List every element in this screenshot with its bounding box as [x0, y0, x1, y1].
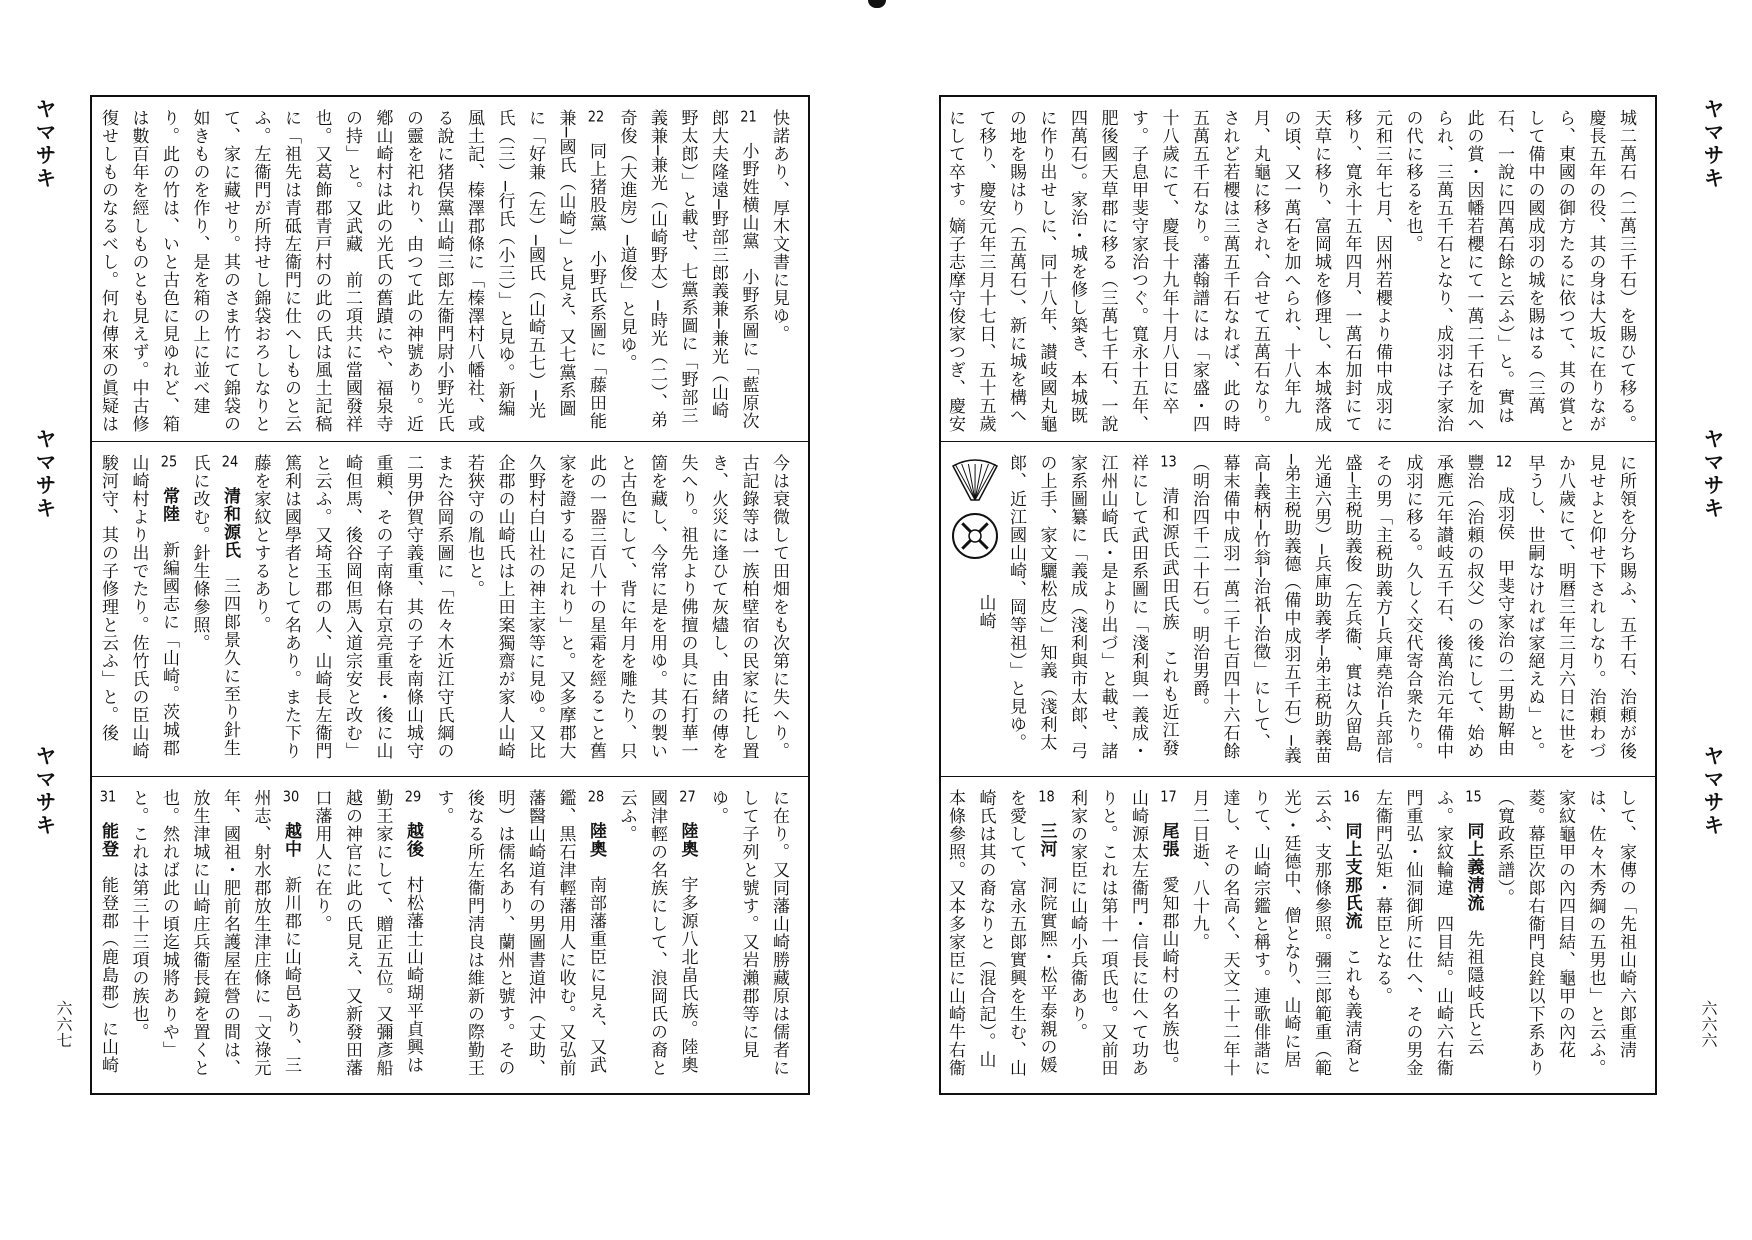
entry — [245, 454, 459, 768]
entry-heading: 同上支那氏流 — [1341, 822, 1362, 930]
vertical-text — [98, 454, 794, 768]
entry-heading: 越中 — [281, 822, 301, 858]
entry — [941, 109, 1397, 433]
entry-text: 能登郡（鹿島郡）に山崎 — [98, 876, 118, 1074]
entry — [611, 789, 703, 1085]
entry — [428, 789, 611, 1085]
entry-text: 清和源氏武田氏族 これも近江發祥にして武田系圖に「淺利與一義成・江州山崎氏・是より出づ」と載せ、諸家系圖纂に「義成（淺利與市太郞、弓の上手、家文驪松皮）」知義（淺利太郞、近江國山崎、岡等祖）」と見ゆ。 — [1006, 454, 1179, 760]
entry-heading: 能登 — [98, 822, 118, 858]
entry-text: 洞院實熈・松平泰親の媛を愛して、富永五郞實興を生む、山崎氏は其の裔なりと（混合記）。山本條參照。又本多家臣に山崎牛右衞 — [945, 789, 1057, 1077]
entry-text: 新編國志に「山崎。茨城郡山崎村より出でたり。佐竹氏の臣山崎駿河守、其の子修理と云ふ」と。後 — [98, 454, 179, 760]
entry-number: 22 — [587, 109, 605, 124]
entry-text: 元和三年七月、因州若櫻より備中成羽に移り、寬永十五年四月、一萬石加封にて天草に移り、富岡城を修理し、本城落成の頃、又一萬石を加へられ、十八年九月、丸龜に移され、合せて五萬石なり。されど若櫻は三萬五千石なれば、此の時五萬五千石なり。藩翰譜には「家盛・四十八歲にて、慶長十九年十月八日に卒す。子息甲斐守家治つぐ。寬永十五年、肥後國天草郡に移る（三萬七千石、一說四萬石）。家治・城を修し築き、本城既に作り出せしに、同十八年、讃岐國丸龜の地を賜はり（五萬石）、新に城を構へて移り、慶安元年三月十七日、五十五歲にして卒す。嫡子志摩守俊家つぎ、慶安 — [945, 109, 1392, 433]
running-head: ヤマサキ — [33, 428, 57, 520]
entry-text: 先祖隱岐氏と云ふ。家紋輪違 四目結。山崎六右衞門重弘・仙洞御所に仕へ、その男金左衞門弘矩・幕臣となる。 — [1372, 789, 1484, 1077]
entry — [92, 109, 611, 433]
entry-number: 29 — [404, 789, 422, 804]
fan-crest-icon — [949, 454, 1001, 574]
entry — [945, 454, 1184, 768]
page-number: 六六六 — [1699, 1000, 1718, 1048]
entry-number: 15 — [1465, 789, 1482, 804]
entry-text: して、家傳の「先祖山崎六郞重淸は、佐々木秀綱の五男也」と云ふ。家紋龜甲の內四目結、龜甲の內花菱。幕臣次郞右衞門良銓以下系あり（寬政系譜）。 — [1494, 789, 1636, 1077]
entry — [1519, 454, 1641, 768]
entry-text: 同上猪股黨 小野氏系圖に「藤田能兼─國氏（山崎）」と見え、又七黨系圖に「好兼（左）─國氏（山崎五七）─光氏（三）─行氏（小三）」と見ゆ。新編風土記、榛澤郡條に「榛澤村八幡社、或る說に猪俣黨山崎三郎左衞門尉小野光氏の靈を祀れり、由つて此の神號あり。近鄕山崎村は此の光氏の舊蹟にや、福泉寺の持」と。又武藏 前二項共に當國發祥也。又葛飾郡青戸村の此の氏は風土記稿に「祖先は青砥左衞門に仕へしものと云ふ。左衞門が所持せし錦袋おろしなりとて、家に藏せり。其のさま竹にて錦袋の如きものを作り、是を箱の上に並べ建り。此の竹は、いと古色に見ゆれど、箱は數百年を經しものとも見えず。中古修復せしものなるべし。何れ傳來の眞疑は — [98, 109, 606, 433]
entry-number: 17 — [1160, 789, 1177, 804]
entry — [1367, 789, 1489, 1085]
right-page — [876, 0, 1752, 1240]
entry-text: また谷岡系圖に「佐々木近江守氏綱の二男伊賀守義重、其の子を南條山城守重頼、その子南條右京亮重長・後に山崎但馬、後谷岡但馬入道宗安と改む」と云ふ。又埼玉郡の人、山崎長左衞門篤利は國學者として名あり。また下り藤を家紋とするあり。 — [250, 454, 454, 760]
vertical-text — [945, 789, 1641, 1085]
entry-text: 宇多源八北畠氏族。陸奧國津輕の名族にして、浪岡氏の裔と云ふ。 — [616, 789, 698, 1077]
entry-number: 24 — [221, 454, 239, 469]
entry — [611, 109, 764, 433]
entry — [92, 454, 184, 768]
entry-heading: 越後 — [403, 822, 423, 858]
entry-heading: 清和源氏 — [220, 487, 240, 559]
entry-text: 成羽侯 甲斐守家治の二男勘解由豐治（治頼の叔父）の後にして、始め承應元年讃岐五千石、後萬治元年備中成羽に移る。久しく交代寄合衆たり。その男「主税助義方─兵庫堯治─兵部信盛─主税助義俊（左兵衞、實は久留島光通六男）─兵庫助義孝─弟主税助義苗─弟主税助義德（備中成羽五千石）─義高─義柄─竹翁─治祇─治徵」にして、幕末備中成羽一萬二千七百四十六石餘（明治四千二十石）。明治男爵。 — [1189, 454, 1514, 765]
entry-number: 13 — [1160, 454, 1177, 469]
running-head: ヤマサキ — [1701, 428, 1725, 520]
entry-text: に在り。又同藩山崎勝藏原は儒者にして子列と號す。又岩瀨郡等に見ゆ。 — [708, 789, 789, 1077]
entry-text: 小野姓横山黨 小野系圖に「藍原次郎大夫隆遠─野部三郎義兼─兼光（山崎野太郎）」と載せ、七黨系圖に「野部三義兼─兼光（山崎野太）─時光（二）、弟奇俊（大進房）─道俊」と見ゆ。 — [616, 109, 759, 430]
entry — [1489, 789, 1642, 1085]
page-number: 六六七 — [54, 1000, 73, 1048]
text-band — [92, 777, 808, 1093]
entry — [123, 789, 306, 1085]
vertical-text — [955, 454, 1641, 768]
entry-text: 城二萬石（二萬三千石）を賜ひて移る。慶長五年の役、其の身は大坂に在りながら、東國の御方たるに依つて、其の賞として備中の國成羽の城を賜はる（三萬石、一說に四萬石餘と云ふ）」と。實は此の賞・因幡若櫻にて一萬二千石を加へられ、三萬五千石となり、成羽は子家治の代に移るを也。 — [1402, 109, 1636, 433]
entry-number: 30 — [282, 789, 300, 804]
text-band — [941, 777, 1655, 1093]
entry-heading: 尾張 — [1158, 822, 1179, 858]
vertical-text — [98, 109, 794, 433]
entry — [306, 789, 428, 1085]
text-band — [92, 97, 808, 442]
entry-heading: 陸奧 — [586, 822, 606, 858]
entry — [184, 454, 245, 768]
entry — [1184, 454, 1520, 768]
text-frame — [939, 95, 1657, 1095]
entry — [703, 789, 795, 1085]
entry-text: 快諾あり、厚木文書に見ゆ。 — [769, 109, 789, 343]
entry-text: これも義淸裔と云ふ、支那條參照。彌三郞範重（範光）・廷德中、僧となり、山崎に居りて、山崎宗鑑と稱す。連歌俳諧に達し、その名高く、天文二十二年十月二日逝、八十九。 — [1189, 789, 1362, 1077]
entry-number: 27 — [679, 789, 696, 804]
entry-number: 21 — [740, 109, 757, 124]
entry-heading: 常陸 — [159, 487, 179, 523]
text-band — [941, 442, 1655, 777]
entry-text: 今は衰微して田畑をも次第に失へり。古記錄等は一族柏壁宿の民家に托し置き、火災に逢ひて灰燼し、由緒の傳を失へり。祖先より佛擅の具に石打華一箇を藏し、今常に是を用ゆ。其の製いと古色にして、背に年月を雕たり、只此の一器三百八十の星霜を經ること舊家を證するに足れり」と。又多摩郡大久野村白山社の神主家等に見ゆ。又比企郡の山崎氏は上田案獨齋が家人山崎若狹守の胤也と。 — [464, 454, 789, 760]
entry-text: 新川郡に山崎邑あり、三州志、射水郡放生津庄條に「文祿元年、國祖・肥前名護屋在營の間は、放生津城に山崎庄兵衞長鏡を置くと也。然れば此の頃迄城將ありや」と。これは第三十三項の族也。 — [128, 789, 301, 1077]
entry-heading: 同上義淸流 — [1463, 822, 1484, 912]
entry-number: 16 — [1343, 789, 1360, 804]
entry — [1397, 109, 1641, 433]
entry-number: 28 — [587, 789, 605, 804]
entry — [941, 789, 1062, 1085]
entry — [1062, 789, 1184, 1085]
vertical-text — [945, 109, 1641, 433]
entry — [459, 454, 795, 768]
crest-label: 山崎 — [975, 594, 996, 630]
entry-number: 18 — [1038, 789, 1055, 804]
entry — [764, 109, 795, 433]
text-band — [92, 442, 808, 777]
text-band — [941, 97, 1655, 442]
family-crest — [945, 454, 1001, 594]
entry-text: 三四郞景久に至り針生氏に改む。針生條參照。 — [189, 454, 240, 757]
entry — [92, 789, 123, 1085]
text-frame — [90, 95, 810, 1095]
running-head: ヤマサキ — [1701, 745, 1725, 837]
entry-heading: 三河 — [1036, 822, 1057, 858]
entry-number: 25 — [160, 454, 178, 469]
entry-heading: 陸奧 — [677, 822, 698, 858]
running-head: ヤマサキ — [33, 745, 57, 837]
running-head: ヤマサキ — [33, 98, 57, 190]
entry-text: に所領を分ち賜ふ、五千石、治頼が後見せよと仰せ下されしなり。治頼わづか八歲にて、明曆三年三月六日に世を早うし、世嗣なければ家絕えぬ」と。 — [1524, 454, 1636, 760]
entry-text: 村松藩士山崎瑚平貞興は勤王家にして、贈正五位。又彌彥船越の神官に此の氏見え、又新發田藩口藩用人に在り。 — [311, 789, 423, 1077]
vertical-text — [98, 789, 794, 1085]
entry — [1184, 789, 1367, 1085]
entry-text: 南部藩重臣に見え、又武鑑、黒石津輕藩用人に收む。又弘前藩醫山崎道有の男圖書道沖（丈助、明）は儒名あり、蘭州と號す。その後なる所左衞門淸良は維新の際勤王す。 — [433, 789, 606, 1077]
entry-number: 31 — [99, 789, 117, 804]
entry-text: 愛知郡山崎村の名族也。山崎源太左衞門・信長に仕へて功ありと。これは第十一項氏也。又前田利家の家臣に山崎小兵衞あり。 — [1067, 789, 1179, 1077]
running-head: ヤマサキ — [1701, 98, 1725, 190]
entry-number: 12 — [1495, 454, 1513, 469]
